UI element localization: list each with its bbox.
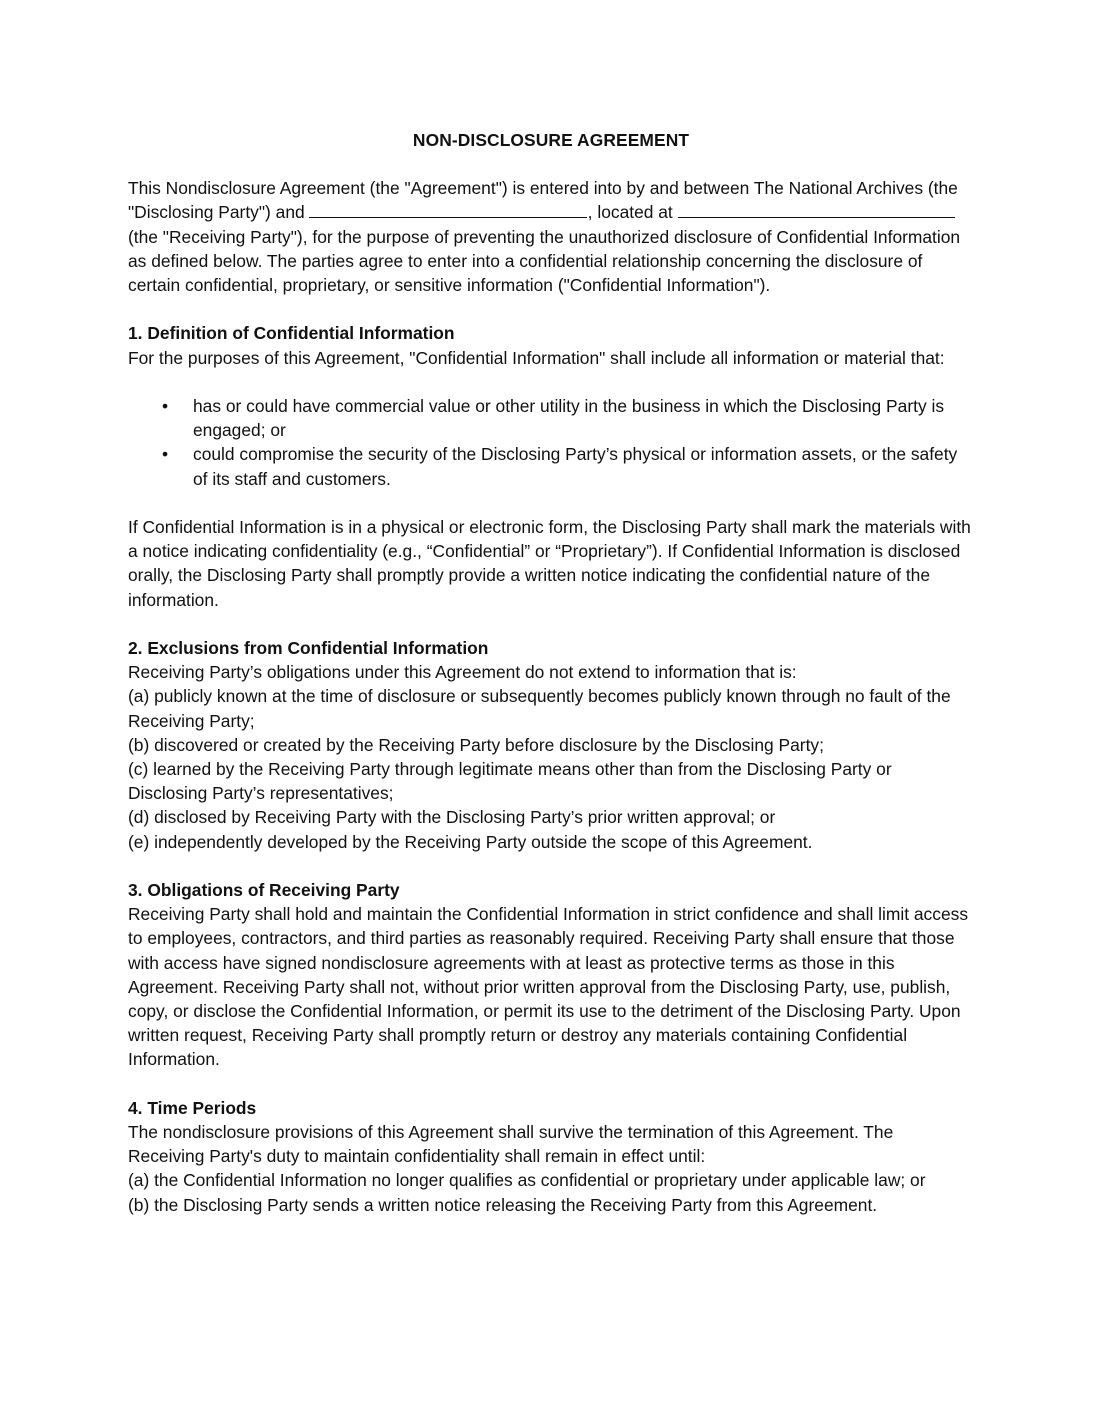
list-item xyxy=(128,394,974,442)
paragraph-spacer xyxy=(128,370,974,394)
bullet-icon: • xyxy=(162,396,169,416)
exclusion-item: (d) disclosed by Receiving Party with the Disclosing Party’s prior written approval; or xyxy=(128,807,776,828)
receiving-party-name-blank xyxy=(309,200,587,218)
list-item-text: could compromise the security of the Disclosing Party’s physical or information assets, or the safety of its staff and customers. xyxy=(193,444,958,489)
intro-text-part3: (the "Receiving Party"), for the purpose of preventing the unauthorized disclosure of Confidential Information as defined below. The parties agree to enter into a confidential relationship concerning the disclosure of certain confidential, proprietary, or sensitive information ("Confidential Information"). xyxy=(128,226,961,296)
exclusion-item: (a) publicly known at the time of disclosure or subsequently becomes publicly known through no fault of the Receiving Party; xyxy=(128,686,951,731)
document-title: NON-DISCLOSURE AGREEMENT xyxy=(412,130,690,150)
exclusion-item: (b) discovered or created by the Receiving Party before disclosure by the Disclosing Party; xyxy=(128,734,824,755)
exclusion-item: (e) independently developed by the Receiving Party outside the scope of this Agreement. xyxy=(128,831,813,852)
list-item-text: has or could have commercial value or other utility in the business in which the Disclosing Party is engaged; or xyxy=(193,396,945,441)
section-body: Receiving Party shall hold and maintain the Confidential Information in strict confidence and shall limit access to employees, contractors, and third parties as reasonably required. Receiving Party shall ensure that those with access have signed nondisclosure agreements with at least as protective terms as those in this Agreement. Receiving Party shall not, without prior written approval from the Disclosing Party, use, publish, copy, or disclose the Confidential Information, or permit its use to the detriment of the Disclosing Party. Upon written request, Receiving Party shall promptly return or destroy any materials containing Confidential Information. xyxy=(128,904,969,1070)
section-lead: Receiving Party’s obligations under this Agreement do not extend to information that is: xyxy=(128,662,797,683)
section-heading: 1. Definition of Confidential Information xyxy=(128,323,455,344)
section-heading: 4. Time Periods xyxy=(128,1097,257,1118)
list-item xyxy=(128,442,974,490)
section-2 xyxy=(128,636,974,854)
bullet-icon: • xyxy=(162,444,169,465)
time-period-item: (a) the Confidential Information no longer qualifies as confidential or proprietary under applicable law; or xyxy=(128,1170,926,1191)
receiving-party-address-blank xyxy=(678,200,955,218)
section-lead: For the purposes of this Agreement, "Confidential Information" shall include all information or material that: xyxy=(128,347,945,368)
section-4 xyxy=(128,1096,974,1217)
intro-text-part2: , located at xyxy=(587,202,673,223)
section-1 xyxy=(128,321,974,611)
intro-paragraph xyxy=(128,176,974,297)
time-period-item: (b) the Disclosing Party sends a written notice releasing the Receiving Party from this Agreement. xyxy=(128,1194,878,1215)
section-heading: 3. Obligations of Receiving Party xyxy=(128,880,400,901)
intro-text-part1: This Nondisclosure Agreement (the "Agreement") is entered into by and between The National Archives (the "Disclosing Party") and xyxy=(128,178,958,223)
exclusion-item: (c) learned by the Receiving Party through legitimate means other than from the Disclosing Party or Disclosing Party’s representatives; xyxy=(128,759,892,804)
section-heading: 2. Exclusions from Confidential Information xyxy=(128,638,489,658)
section-3 xyxy=(128,878,974,1072)
document-page xyxy=(128,128,974,1217)
definition-bullet-list xyxy=(128,394,974,491)
section-lead: The nondisclosure provisions of this Agreement shall survive the termination of this Agreement. The Receiving Party's duty to maintain confidentiality shall remain in effect until: xyxy=(128,1122,894,1167)
marking-paragraph: If Confidential Information is in a physical or electronic form, the Disclosing Party shall mark the materials with a notice indicating confidentiality (e.g., “Confidential” or “Proprietary”). If Confidential Information is disclosed orally, the Disclosing Party shall promptly provide a written notice indicating the confidential nature of the information. xyxy=(128,517,971,610)
